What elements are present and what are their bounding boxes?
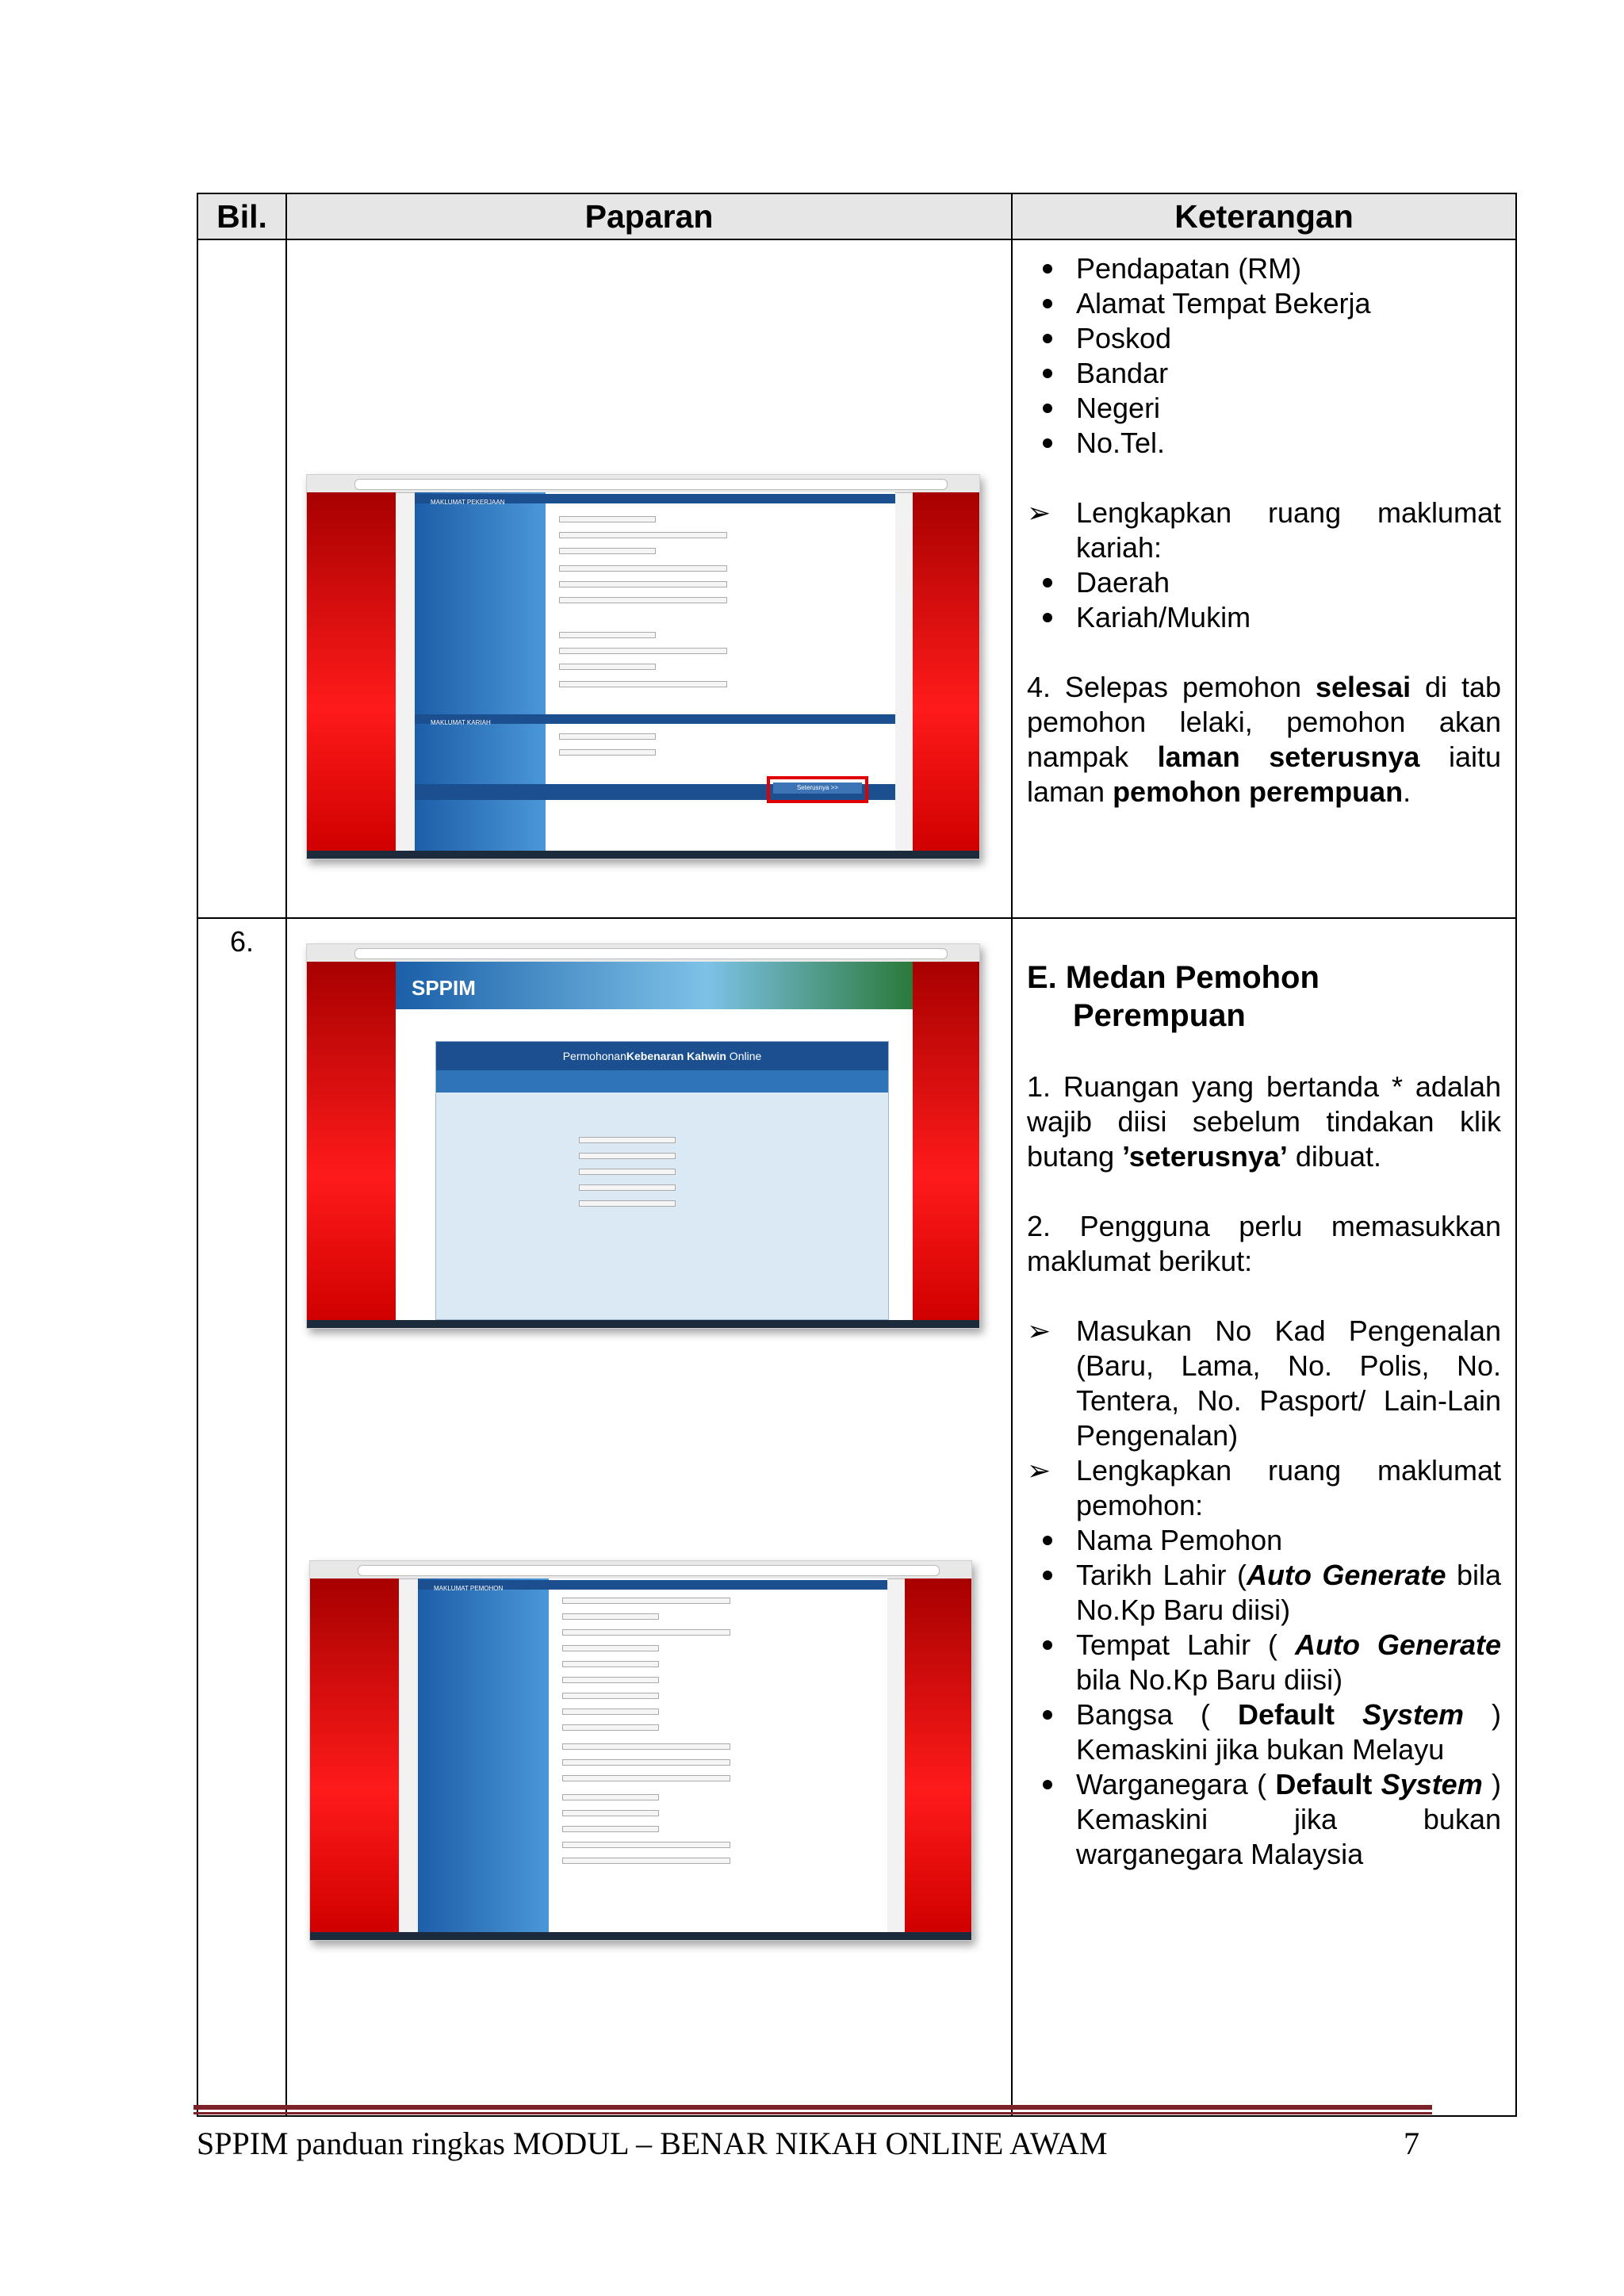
input-line [562, 1677, 659, 1683]
form-sidebar [418, 1578, 549, 1932]
red-side-panel [913, 492, 979, 851]
header-bil: Bil. [197, 193, 286, 239]
row-number [197, 239, 286, 918]
input-line [562, 1775, 730, 1781]
red-side-panel [913, 962, 979, 1320]
step-4-text: 4. Selepas pemohon selesai di tab pemohon lelaki, pemohon akan nampak laman seterusnya iaitu laman pemohon perempuan. [1027, 671, 1502, 808]
red-side-panel [905, 1578, 971, 1932]
kariah-list [1027, 565, 1501, 635]
header-paparan: Paparan [286, 193, 1012, 239]
arrow-text: Lengkapkan ruang maklumat pemohon: [1076, 1454, 1501, 1521]
list-item: Warganegara ( Default System ) Kemaskini jika bukan warganegara Malaysia [1027, 1767, 1501, 1872]
input-line [559, 681, 727, 687]
sppim-banner: SPPIM [396, 962, 913, 1009]
list-item: Bandar [1027, 356, 1501, 391]
arrow-item [1027, 1453, 1501, 1523]
input-line [562, 1759, 730, 1766]
input-line [579, 1184, 676, 1191]
field-list [1027, 251, 1501, 461]
screenshot-pekerjaan-form [306, 474, 980, 859]
input-line [559, 733, 656, 740]
keterangan-cell [1012, 918, 1516, 2116]
form-title: PermohonanKebenaran Kahwin Online [436, 1042, 888, 1070]
input-line [579, 1137, 676, 1143]
red-side-panel [307, 962, 396, 1320]
section-heading: E. Medan Pemohon Perempuan [1027, 960, 1320, 1033]
form-area [418, 1578, 887, 1932]
step-1-text: 1. Ruangan yang bertanda * adalah wajib diisi sebelum tindakan klik butang ’seterusnya’ dibuat. [1027, 1070, 1501, 1173]
address-bar [358, 1565, 940, 1576]
list-item: Daerah [1027, 565, 1501, 600]
section-header: MAKLUMAT KARIAH [415, 714, 895, 724]
input-line [559, 632, 656, 638]
input-line [562, 1645, 659, 1651]
screenshot-pemohon-perempuan-page [306, 943, 980, 1329]
seterusnya-button-highlight [767, 776, 868, 803]
arrow-text: Lengkapkan ruang maklumat kariah: [1076, 496, 1501, 564]
input-line [562, 1858, 730, 1864]
table-header-row [197, 193, 1516, 239]
section-header: MAKLUMAT PEKERJAAN [415, 494, 895, 503]
keterangan-cell [1012, 239, 1516, 918]
tabs-bar [436, 1070, 888, 1093]
input-line [562, 1810, 659, 1816]
input-line [559, 565, 727, 572]
section-header: MAKLUMAT PEMOHON [418, 1580, 887, 1590]
arrow-text: Masukan No Kad Pengenalan (Baru, Lama, No. Polis, No. Tentera, No. Pasport/ Lain-Lain Pengenalan) [1076, 1314, 1501, 1452]
seterusnya-button[interactable]: Seterusnya >> [773, 783, 862, 794]
input-line [579, 1200, 676, 1207]
input-line [562, 1629, 730, 1636]
taskbar [310, 1932, 971, 1940]
header-keterangan: Keterangan [1012, 193, 1516, 239]
pemohon-list [1027, 1523, 1501, 1872]
arrow-item [1027, 496, 1501, 565]
footer-title: SPPIM panduan ringkas MODUL – BENAR NIKAH ONLINE AWAM [197, 2126, 1108, 2161]
list-item: No.Tel. [1027, 426, 1501, 461]
input-line [562, 1826, 659, 1832]
arrow-bullet-icon: ➢ [1027, 1454, 1051, 1487]
input-line [579, 1169, 676, 1175]
input-line [562, 1661, 659, 1667]
input-line [559, 597, 727, 603]
red-side-panel [307, 492, 396, 851]
red-side-panel [310, 1578, 399, 1932]
taskbar [307, 851, 979, 859]
input-line [559, 581, 727, 587]
arrow-bullet-icon: ➢ [1027, 1314, 1051, 1347]
footer-rule [193, 2112, 1432, 2114]
list-item: Alamat Tempat Bekerja [1027, 286, 1501, 321]
address-bar [354, 479, 948, 490]
footer-rule [193, 2105, 1432, 2110]
list-item: Pendapatan (RM) [1027, 251, 1501, 286]
list-item: Kariah/Mukim [1027, 600, 1501, 635]
screenshot-maklumat-pemohon-form [309, 1560, 972, 1941]
list-item: Poskod [1027, 321, 1501, 356]
input-line [562, 1794, 659, 1800]
browser-toolbar [307, 944, 979, 962]
page-number: 7 [1404, 2126, 1419, 2161]
browser-toolbar [307, 475, 979, 493]
input-line [559, 664, 656, 670]
input-line [562, 1598, 730, 1604]
step-2-text: 2. Pengguna perlu memasukkan maklumat berikut: [1027, 1210, 1501, 1277]
input-line [562, 1842, 730, 1848]
taskbar [307, 1320, 979, 1328]
input-line [559, 548, 656, 554]
input-line [559, 648, 727, 654]
list-item: Tempat Lahir ( Auto Generate bila No.Kp Baru diisi) [1027, 1628, 1501, 1697]
form-panel [435, 1041, 889, 1320]
list-item: Nama Pemohon [1027, 1523, 1501, 1558]
list-item: Bangsa ( Default System ) Kemaskini jika bukan Melayu [1027, 1697, 1501, 1767]
list-item: Negeri [1027, 391, 1501, 426]
arrow-bullet-icon: ➢ [1027, 496, 1051, 529]
arrow-item [1027, 1314, 1501, 1453]
address-bar [354, 948, 948, 959]
browser-toolbar [310, 1561, 971, 1579]
input-line [562, 1693, 659, 1699]
page-area [396, 962, 913, 1320]
input-line [559, 749, 656, 756]
input-line [562, 1724, 659, 1731]
row-number: 6. [197, 918, 286, 2116]
input-line [579, 1153, 676, 1159]
input-line [559, 516, 656, 522]
list-item: Tarikh Lahir (Auto Generate bila No.Kp Baru diisi) [1027, 1558, 1501, 1628]
input-line [562, 1613, 659, 1620]
input-line [559, 532, 727, 538]
input-line [562, 1743, 730, 1750]
input-line [562, 1709, 659, 1715]
